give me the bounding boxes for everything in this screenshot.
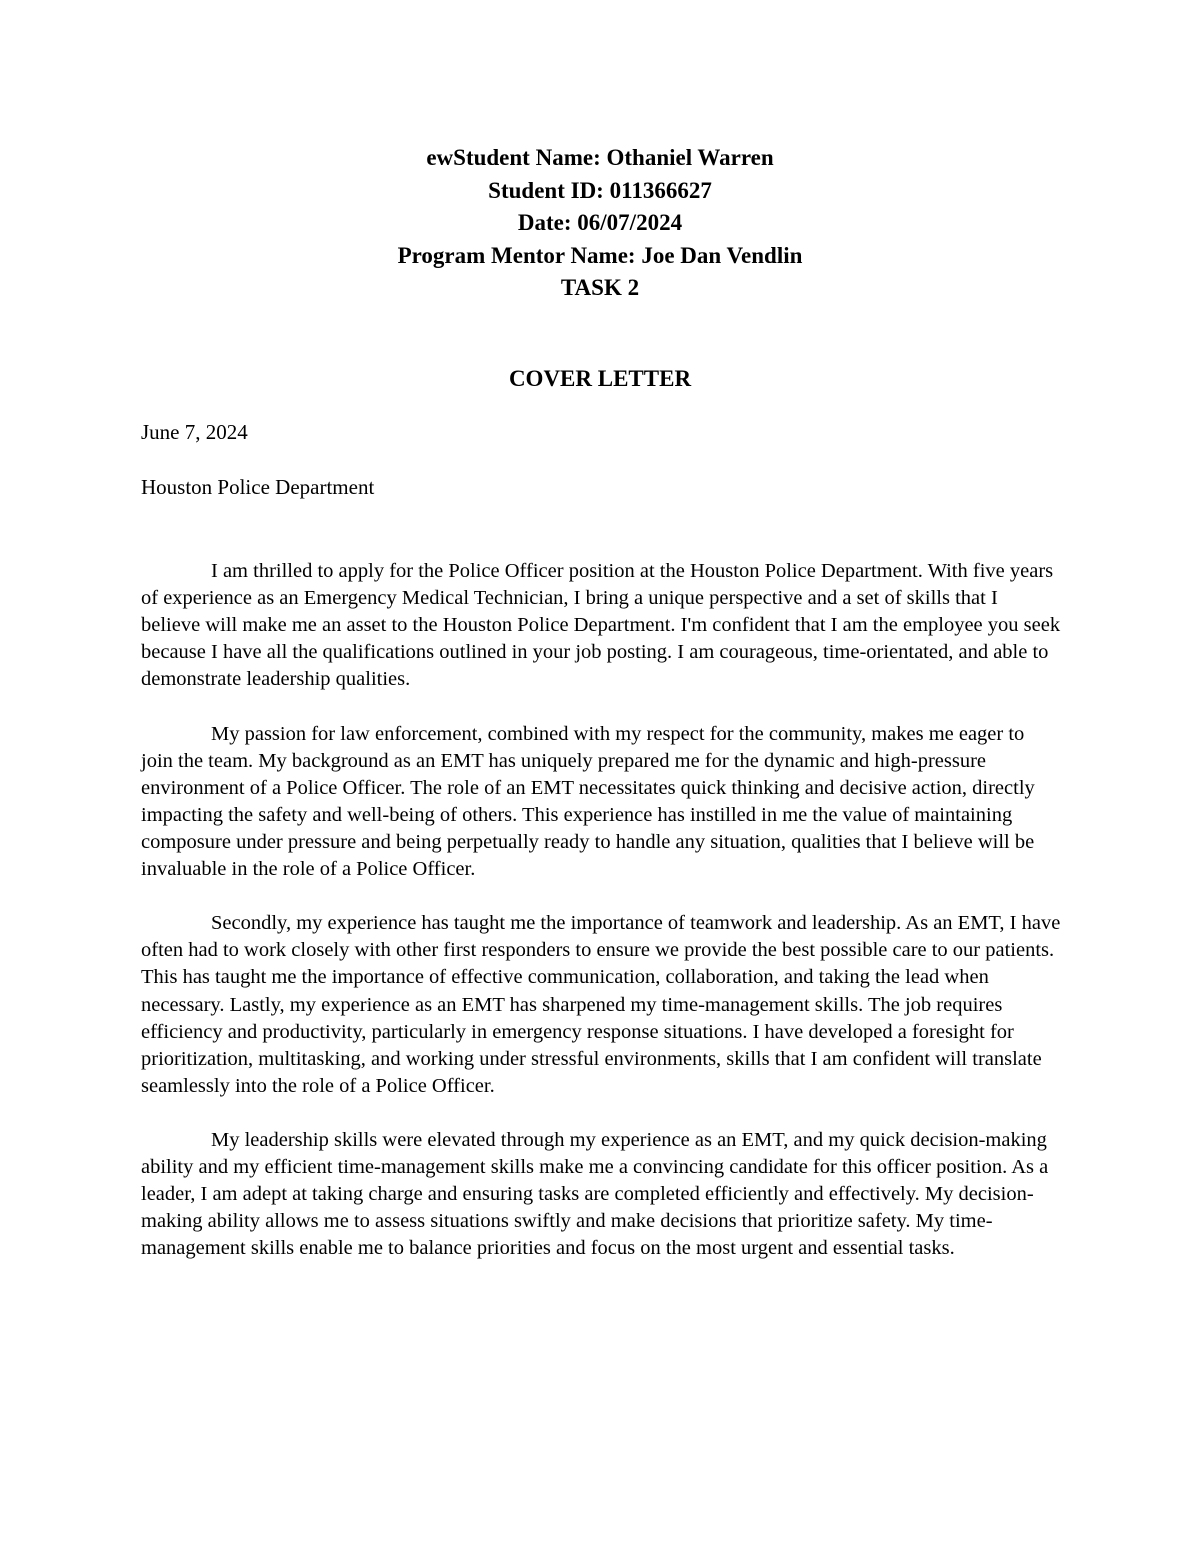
- letter-body: [141, 558, 1061, 1290]
- body-paragraph-3: Secondly, my experience has taught me the importance of teamwork and leadership. As an EMT, I have often had to work closely with other first responders to ensure we provide the best possible care to our patients. This has taught me the importance of effective communication, collaboration, and taking the lead when necessary. Lastly, my experience as an EMT has sharpened my time-management skills. The job requires efficiency and productivity, particularly in emergency response situations. I have developed a foresight for prioritization, multitasking, and working under stressful environments, skills that I am confident will translate seamlessly into the role of a Police Officer.: [141, 912, 1061, 1097]
- document-header: [0, 142, 1200, 305]
- letter-date: June 7, 2024: [141, 420, 248, 444]
- body-paragraph-4: My leadership skills were elevated through my experience as an EMT, and my quick decision-making ability and my efficient time-management skills make me a convincing candidate for this officer position. As a leader, I am adept at taking charge and ensuring tasks are completed efficiently and effectively. My decision-making ability allows me to assess situations swiftly and make decisions that prioritize safety. My time-management skills enable me to balance priorities and focus on the most urgent and essential tasks.: [141, 1128, 1049, 1260]
- task-line: TASK 2: [560, 275, 640, 300]
- letter-title: COVER LETTER: [508, 366, 692, 391]
- body-paragraph-1: I am thrilled to apply for the Police Officer position at the Houston Police Department. With five years of experience as an Emergency Medical Technician, I bring a unique perspective and a set of skills that I believe will make me an asset to the Houston Police Department. I'm confident that I am the employee you seek because I have all the qualifications outlined in your job posting. I am courageous, time-orientated, and able to demonstrate leadership qualities.: [141, 560, 1061, 691]
- body-paragraph-2: My passion for law enforcement, combined with my respect for the community, makes me eager to join the team. My background as an EMT has uniquely prepared me for the dynamic and high-pressure environment of a Police Officer. The role of an EMT necessitates quick thinking and decisive action, directly impacting the safety and well-being of others. This experience has instilled in me the value of maintaining composure under pressure and being perpetually ready to handle any situation, qualities that I believe will be invaluable in the role of a Police Officer.: [141, 722, 1035, 881]
- student-name-line: ewStudent Name: Othaniel Warren: [426, 145, 774, 170]
- student-id-line: Student ID: 011366627: [488, 177, 712, 203]
- mentor-name-line: Program Mentor Name: Joe Dan Vendlin: [397, 242, 803, 268]
- date-header-line: Date: 06/07/2024: [517, 210, 683, 235]
- letter-recipient: Houston Police Department: [141, 475, 375, 499]
